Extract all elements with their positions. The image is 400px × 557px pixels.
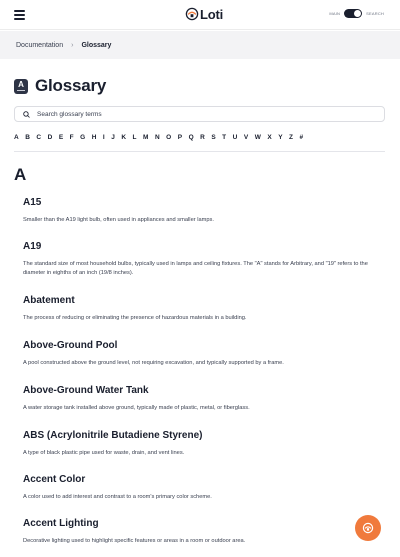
alphabet-link-e[interactable]: E <box>58 134 64 141</box>
entry-definition: A color used to add interest and contrast to a room's primary color scheme. <box>23 494 212 500</box>
entry-term: A15 <box>23 197 42 208</box>
entry-definition: A pool constructed above the ground level, not requiring excavation, and typically supported by a frame. <box>23 360 284 366</box>
entry-definition: A type of black plastic pipe used for waste, drain, and vent lines. <box>23 450 185 456</box>
divider <box>14 151 385 152</box>
search-box[interactable] <box>14 106 385 122</box>
entry-definition: The process of reducing or eliminating the presence of hazardous materials in a building. <box>23 315 247 321</box>
glossary-entry <box>23 241 383 277</box>
entry-term: Above-Ground Pool <box>23 340 118 351</box>
alphabet-link-o[interactable]: O <box>166 134 172 141</box>
alphabet-link-w[interactable]: W <box>254 134 261 141</box>
alphabet-link-q[interactable]: Q <box>188 134 194 141</box>
brand-logo[interactable] <box>185 5 223 23</box>
alphabet-link-hash[interactable]: # <box>299 134 304 141</box>
glossary-entry <box>23 430 383 458</box>
entry-definition: Decorative lighting used to highlight specific features or areas in a room or outdoor area. <box>23 538 246 544</box>
glossary-entry <box>23 197 383 225</box>
search-input[interactable] <box>37 111 357 118</box>
alphabet-link-g[interactable]: G <box>80 134 86 141</box>
entry-term: ABS (Acrylonitrile Butadiene Styrene) <box>23 430 203 441</box>
entry-term: Accent Color <box>23 474 86 485</box>
glossary-icon: A <box>14 79 28 94</box>
alphabet-link-y[interactable]: Y <box>278 134 283 141</box>
entry-term: Accent Lighting <box>23 518 99 529</box>
glossary-entry <box>23 340 383 368</box>
glossary-entry <box>23 474 383 502</box>
breadcrumb-current: Glossary <box>81 41 112 49</box>
alphabet-link-p[interactable]: P <box>177 134 183 141</box>
breadcrumb-documentation[interactable]: Documentation <box>16 41 64 49</box>
alphabet-link-r[interactable]: R <box>200 134 205 141</box>
alphabet-link-b[interactable]: B <box>25 134 30 141</box>
glossary-entry <box>23 518 383 546</box>
alphabet-link-n[interactable]: N <box>154 134 160 141</box>
hamburger-icon[interactable] <box>14 10 25 19</box>
alphabet-link-z[interactable]: Z <box>289 134 294 141</box>
chevron-right-icon: › <box>71 41 74 49</box>
glossary-entry <box>23 295 383 323</box>
entry-definition: A water storage tank installed above ground, typically made of plastic, metal, or fiberglass. <box>23 405 250 411</box>
mode-label-right: SEARCH <box>366 11 384 16</box>
alphabet-link-k[interactable]: K <box>121 134 127 141</box>
entry-definition: The standard size of most household bulbs, typically used in lamps and ceiling fixtures. The "A" stands for Arbitrary, and "19" refers to the diameter in eighths of an inch (19/8 inches). <box>23 261 368 276</box>
alphabet-link-v[interactable]: V <box>243 134 249 141</box>
mode-toggle[interactable] <box>344 9 362 18</box>
loti-logo-icon <box>185 7 199 21</box>
brand-name: Loti <box>200 6 224 22</box>
glossary-entry <box>23 385 383 413</box>
alphabet-link-m[interactable]: M <box>143 134 149 141</box>
help-button[interactable] <box>355 515 381 541</box>
help-icon <box>362 522 374 534</box>
alphabet-link-h[interactable]: H <box>91 134 97 141</box>
mode-label-left: MAIN <box>329 11 341 16</box>
alphabet-link-l[interactable]: L <box>132 134 137 141</box>
alphabet-link-s[interactable]: S <box>211 134 216 141</box>
entry-definition: Smaller than the A19 light bulb, often used in appliances and smaller lamps. <box>23 217 214 223</box>
alphabet-link-i[interactable]: I <box>102 134 105 141</box>
alphabet-link-c[interactable]: C <box>36 134 42 141</box>
breadcrumb <box>0 31 400 59</box>
alphabet-link-d[interactable]: D <box>47 134 53 141</box>
alphabet-link-x[interactable]: X <box>267 134 272 141</box>
entry-term: A19 <box>23 241 42 252</box>
section-heading: A <box>14 165 27 184</box>
alphabet-link-j[interactable]: J <box>111 134 115 141</box>
entry-term: Above-Ground Water Tank <box>23 385 149 396</box>
mode-switch <box>329 9 384 18</box>
page-title: Glossary <box>35 76 107 95</box>
alphabet-index <box>14 133 310 143</box>
alphabet-link-a[interactable]: A <box>14 134 19 141</box>
entry-term: Abatement <box>23 295 75 306</box>
alphabet-link-f[interactable]: F <box>69 134 74 141</box>
search-icon <box>23 111 30 118</box>
page-header <box>14 76 106 96</box>
alphabet-link-t[interactable]: T <box>222 134 227 141</box>
alphabet-link-u[interactable]: U <box>232 134 238 141</box>
top-bar <box>0 0 400 30</box>
